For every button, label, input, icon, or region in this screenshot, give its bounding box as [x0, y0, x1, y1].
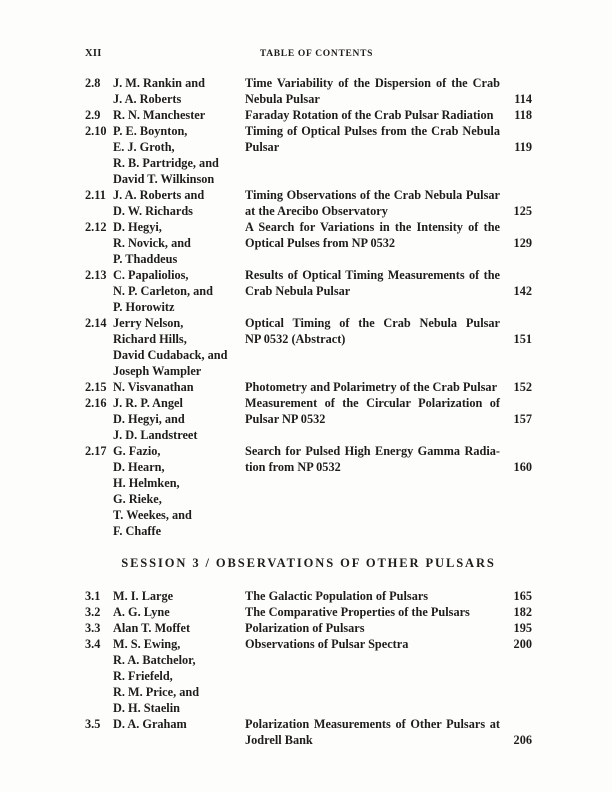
- toc-entry: [85, 636, 532, 716]
- entry-number: 2.12: [85, 220, 107, 234]
- title-line: Pulsar: [245, 140, 280, 154]
- entry-page-number: 118: [514, 108, 532, 122]
- author-line: D. Hegyi,: [113, 220, 162, 234]
- author-line: E. J. Groth,: [113, 140, 175, 154]
- title-line: Photometry and Polarimetry of the Crab Pulsar: [245, 380, 498, 394]
- entry-page-number: 129: [513, 236, 532, 250]
- entry-number: 2.17: [85, 444, 107, 458]
- author-line: A. G. Lyne: [113, 605, 170, 619]
- title-line: Timing Observations of the Crab Nebula Pulsar: [245, 188, 500, 202]
- author-line: R. Novick, and: [113, 236, 191, 250]
- author-line: D. Hegyi, and: [113, 412, 185, 426]
- entry-title-page: [245, 123, 532, 155]
- entry-title-page: [245, 219, 532, 251]
- toc-entry: [85, 620, 532, 636]
- entry-title: [245, 443, 500, 475]
- entry-number: 2.9: [85, 108, 101, 122]
- author-line: R. Friefeld,: [113, 669, 173, 683]
- section-heading: SESSION 3 / OBSERVATIONS OF OTHER PULSARS: [121, 556, 496, 570]
- title-line: Observations of Pulsar Spectra: [245, 637, 409, 651]
- entry-authors: [113, 604, 245, 620]
- entry-page-number: 157: [513, 412, 532, 426]
- entry-title: [245, 716, 500, 748]
- toc-entry: [85, 315, 532, 379]
- entry-authors: [113, 379, 245, 395]
- entry-title-page: [245, 604, 532, 620]
- toc-entry: [85, 379, 532, 395]
- author-line: Jerry Nelson,: [113, 316, 184, 330]
- toc-entry: [85, 716, 532, 748]
- toc-entry: [85, 443, 532, 539]
- author-line: D. H. Staelin: [113, 701, 180, 715]
- author-line: F. Chaffe: [113, 524, 162, 538]
- entry-title: [245, 315, 500, 347]
- entry-authors: [113, 107, 245, 123]
- entry-number: 2.13: [85, 268, 107, 282]
- author-line: G. Rieke,: [113, 492, 162, 506]
- entry-page-number: 182: [513, 605, 532, 619]
- author-line: N. Visvanathan: [113, 380, 194, 394]
- title-line: Timing of Optical Pulses from the Crab Nebula: [245, 124, 500, 138]
- entry-number: 3.4: [85, 637, 101, 651]
- title-line: Time Variability of the Dispersion of the Crab: [245, 76, 500, 90]
- toc-entry: [85, 107, 532, 123]
- toc-entry: [85, 267, 532, 315]
- entry-authors: [113, 187, 245, 219]
- title-line: Measurement of the Circular Polarization of: [245, 396, 500, 410]
- author-line: David Cudaback, and: [113, 348, 228, 362]
- entry-authors: [113, 267, 245, 315]
- author-line: H. Helmken,: [113, 476, 180, 490]
- author-line: D. Hearn,: [113, 460, 165, 474]
- entry-title-page: [245, 588, 532, 604]
- entry-number: 2.11: [85, 188, 106, 202]
- author-line: J. M. Rankin and: [113, 76, 205, 90]
- entry-title: [245, 219, 500, 251]
- author-line: R. B. Partridge, and: [113, 156, 219, 170]
- author-line: P. Horowitz: [113, 300, 175, 314]
- entry-authors: [113, 588, 245, 604]
- author-line: M. I. Large: [113, 589, 174, 603]
- author-line: Joseph Wampler: [113, 364, 202, 378]
- title-line: Results of Optical Timing Measurements of the: [245, 268, 500, 282]
- entry-page-number: 125: [513, 204, 532, 218]
- entry-page-number: 151: [513, 332, 532, 346]
- entry-title-page: [245, 379, 532, 395]
- author-line: N. P. Carleton, and: [113, 284, 213, 298]
- entry-title: [245, 604, 500, 620]
- author-line: D. A. Graham: [113, 717, 187, 731]
- toc-entry: [85, 395, 532, 443]
- entry-title: [245, 75, 500, 107]
- author-line: J. D. Landstreet: [113, 428, 198, 442]
- title-line: Search for Pulsed High Energy Gamma Radia-: [245, 444, 500, 458]
- toc-entry: [85, 588, 532, 604]
- entry-title: [245, 107, 500, 123]
- entry-authors: [113, 620, 245, 636]
- entry-title-page: [245, 187, 532, 219]
- entry-title-page: [245, 716, 532, 748]
- title-line: Crab Nebula Pulsar: [245, 284, 351, 298]
- entry-title-page: [245, 267, 532, 299]
- entry-title: [245, 395, 500, 427]
- title-line: tion from NP 0532: [245, 460, 341, 474]
- entry-page-number: 160: [513, 460, 532, 474]
- title-line: The Comparative Properties of the Pulsars: [245, 605, 470, 619]
- author-line: R. M. Price, and: [113, 685, 200, 699]
- author-line: G. Fazio,: [113, 444, 161, 458]
- entry-authors: [113, 315, 245, 379]
- entry-number: 3.3: [85, 621, 101, 635]
- title-line: A Search for Variations in the Intensity of the: [245, 220, 500, 234]
- entry-title: [245, 187, 500, 219]
- entry-number: 2.15: [85, 380, 107, 394]
- entry-title-page: [245, 443, 532, 475]
- author-line: J. A. Roberts and: [113, 188, 205, 202]
- entry-title: [245, 620, 500, 636]
- entry-title-page: [245, 107, 532, 123]
- entry-authors: [113, 123, 245, 187]
- title-line: at the Arecibo Observatory: [245, 204, 388, 218]
- title-line: Pulsar NP 0532: [245, 412, 326, 426]
- toc-entry: [85, 604, 532, 620]
- entry-page-number: 119: [514, 140, 532, 154]
- title-line: NP 0532 (Abstract): [245, 332, 346, 346]
- author-line: T. Weekes, and: [113, 508, 192, 522]
- toc-entry: [85, 123, 532, 187]
- toc-body: [85, 75, 532, 748]
- author-line: D. W. Richards: [113, 204, 193, 218]
- entry-authors: [113, 75, 245, 107]
- toc-entry: [85, 75, 532, 107]
- entry-number: 3.5: [85, 717, 101, 731]
- author-line: J. R. P. Angel: [113, 396, 183, 410]
- author-line: Alan T. Moffet: [113, 621, 191, 635]
- entry-authors: [113, 443, 245, 539]
- title-line: Polarization Measurements of Other Pulsars at: [245, 717, 500, 731]
- entry-authors: [113, 636, 245, 716]
- entry-authors: [113, 395, 245, 443]
- entry-number: 2.16: [85, 396, 107, 410]
- author-line: M. S. Ewing,: [113, 637, 181, 651]
- entry-page-number: 114: [514, 92, 532, 106]
- title-line: Jodrell Bank: [245, 733, 313, 747]
- title-line: Optical Timing of the Crab Nebula Pulsar: [245, 316, 500, 330]
- entry-number: 2.10: [85, 124, 107, 138]
- entry-title: [245, 379, 500, 395]
- entry-number: 2.14: [85, 316, 107, 330]
- toc-entry: [85, 219, 532, 267]
- entry-page-number: 200: [513, 637, 532, 651]
- entry-number: 3.1: [85, 589, 101, 603]
- page-folio: XII: [85, 48, 102, 59]
- running-header: [85, 46, 532, 62]
- author-line: J. A. Roberts: [113, 92, 182, 106]
- entry-title-page: [245, 75, 532, 107]
- entry-title-page: [245, 395, 532, 427]
- title-line: Polarization of Pulsars: [245, 621, 365, 635]
- entry-number: 2.8: [85, 76, 101, 90]
- entry-page-number: 206: [513, 733, 532, 747]
- title-line: Faraday Rotation of the Crab Pulsar Radiation: [245, 108, 494, 122]
- entry-page-number: 142: [513, 284, 532, 298]
- entry-title-page: [245, 315, 532, 347]
- entry-authors: [113, 716, 245, 732]
- author-line: Richard Hills,: [113, 332, 187, 346]
- author-line: R. A. Batchelor,: [113, 653, 196, 667]
- author-line: R. N. Manchester: [113, 108, 206, 122]
- entry-number: 3.2: [85, 605, 101, 619]
- entry-authors: [113, 219, 245, 267]
- entry-title-page: [245, 636, 532, 652]
- author-line: David T. Wilkinson: [113, 172, 215, 186]
- running-head-title: TABLE OF CONTENTS: [259, 49, 374, 59]
- entry-page-number: 195: [513, 621, 532, 635]
- entry-page-number: 165: [513, 589, 532, 603]
- author-line: P. E. Boynton,: [113, 124, 188, 138]
- title-line: Optical Pulses from NP 0532: [245, 236, 396, 250]
- entry-page-number: 152: [513, 380, 532, 394]
- entry-title: [245, 123, 500, 155]
- toc-entry: [85, 187, 532, 219]
- author-line: C. Papaliolios,: [113, 268, 189, 282]
- title-line: Nebula Pulsar: [245, 92, 320, 106]
- title-line: The Galactic Population of Pulsars: [245, 589, 429, 603]
- entry-title-page: [245, 620, 532, 636]
- author-line: P. Thaddeus: [113, 252, 178, 266]
- entry-title: [245, 588, 500, 604]
- entry-title: [245, 636, 500, 652]
- entry-title: [245, 267, 500, 299]
